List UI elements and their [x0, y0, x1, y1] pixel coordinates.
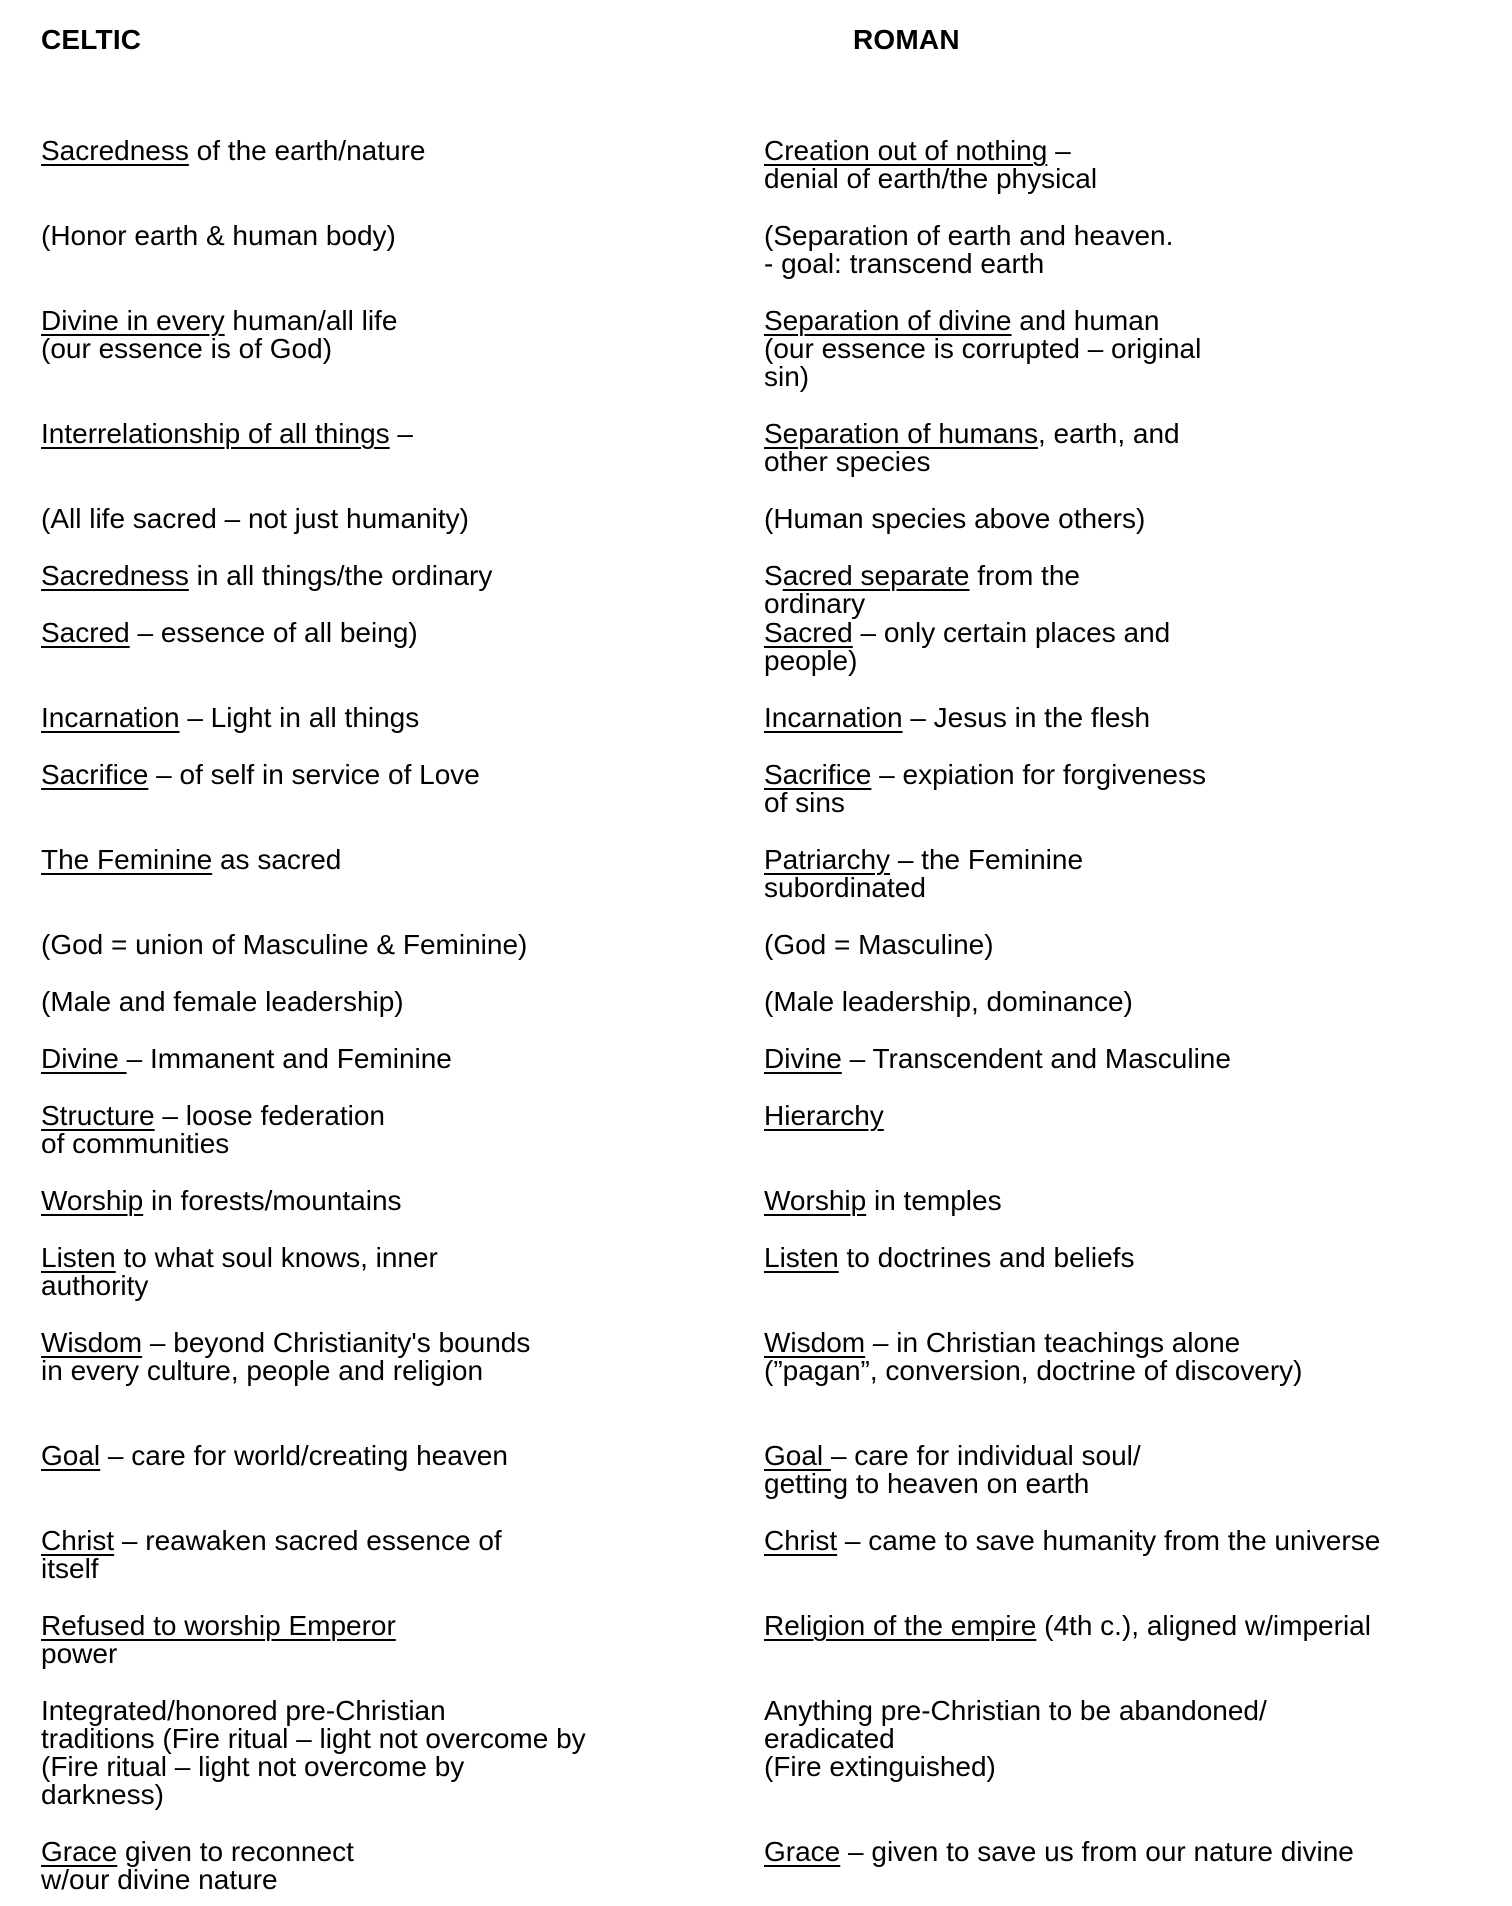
- entry-line: [41, 846, 761, 874]
- underlined-term: Wisdom: [41, 1327, 143, 1358]
- entry-text: - goal: transcend earth: [764, 248, 1045, 279]
- roman-entry: [764, 1102, 1484, 1130]
- underlined-term: Listen: [764, 1242, 839, 1273]
- celtic-entry: [41, 1697, 761, 1809]
- celtic-entry: [41, 1045, 761, 1073]
- roman-entry: [764, 562, 1484, 618]
- entry-line: [41, 335, 761, 363]
- underlined-term: Divine: [764, 1043, 842, 1074]
- entry-text: to what soul knows, inner: [115, 1242, 438, 1273]
- entry-text: –: [1047, 135, 1071, 166]
- entry-line: [764, 1725, 1484, 1753]
- entry-line: [764, 1102, 1484, 1130]
- entry-text: (our essence is of God): [41, 333, 333, 364]
- underlined-term: Divine in every: [41, 305, 225, 336]
- entry-line: [764, 420, 1484, 448]
- entry-text: in all things/the ordinary: [188, 560, 493, 591]
- entry-text: given to reconnect: [117, 1836, 354, 1867]
- celtic-entry: [41, 137, 761, 165]
- entry-text: – in Christian teachings alone: [865, 1327, 1241, 1358]
- entry-line: [764, 988, 1484, 1016]
- underlined-term: Worship: [41, 1185, 144, 1216]
- roman-entry: [764, 1612, 1484, 1640]
- entry-text: of sins: [764, 787, 845, 818]
- entry-text: human/all life: [224, 305, 398, 336]
- roman-entry: [764, 1045, 1484, 1073]
- entry-line: [41, 1725, 761, 1753]
- roman-entry: [764, 137, 1484, 193]
- entry-text: (”pagan”, conversion, doctrine of discovery): [764, 1355, 1303, 1386]
- entry-line: [764, 704, 1484, 732]
- roman-entry: [764, 704, 1484, 732]
- entry-line: [41, 505, 761, 533]
- underlined-term: Incarnation: [764, 702, 903, 733]
- roman-entry: [764, 307, 1484, 391]
- heading-celtic: CELTIC: [41, 24, 142, 55]
- roman-entry: [764, 1244, 1484, 1272]
- entry-text: – essence of all being): [129, 617, 418, 648]
- entry-line: [41, 931, 761, 959]
- entry-text: (Fire extinguished): [764, 1751, 996, 1782]
- underlined-term: Christ: [764, 1525, 838, 1556]
- entry-text: – Jesus in the flesh: [902, 702, 1151, 733]
- entry-line: [764, 619, 1484, 647]
- entry-text: (Fire ritual – light not overcome by: [41, 1751, 465, 1782]
- entry-text: – of self in service of Love: [148, 759, 480, 790]
- entry-line: [41, 222, 761, 250]
- entry-text: – reawaken sacred essence of: [114, 1525, 502, 1556]
- roman-entry: [764, 619, 1484, 675]
- entry-line: [764, 448, 1484, 476]
- entry-line: [764, 1244, 1484, 1272]
- entry-text: of communities: [41, 1128, 230, 1159]
- underlined-term: Sacred: [41, 617, 130, 648]
- underlined-term: Sacredness: [41, 135, 189, 166]
- celtic-entry: [41, 1612, 761, 1668]
- entry-text: in every culture, people and religion: [41, 1355, 484, 1386]
- entry-text: authority: [41, 1270, 149, 1301]
- roman-entry: [764, 420, 1484, 476]
- celtic-entry: [41, 1838, 761, 1894]
- celtic-entry: [41, 505, 761, 533]
- entry-line: [764, 1470, 1484, 1498]
- celtic-entry: [41, 704, 761, 732]
- entry-line: [764, 222, 1484, 250]
- entry-line: [764, 1697, 1484, 1725]
- entry-line: [41, 1555, 761, 1583]
- entry-line: [41, 1442, 761, 1470]
- entry-text: – came to save humanity from the universe: [837, 1525, 1381, 1556]
- entry-text: traditions (Fire ritual – light not overcome by: [41, 1723, 586, 1754]
- celtic-entry: [41, 307, 761, 363]
- entry-text: (Separation of earth and heaven.: [764, 220, 1174, 251]
- entry-text: itself: [41, 1553, 99, 1584]
- underlined-term: Worship: [764, 1185, 867, 1216]
- roman-entry: [764, 1442, 1484, 1498]
- entry-text: Integrated/honored pre-Christian: [41, 1695, 446, 1726]
- underlined-term: Refused to worship Emperor: [41, 1610, 396, 1641]
- underlined-term: Separation of humans: [764, 418, 1038, 449]
- underlined-term: The Feminine: [41, 844, 213, 875]
- entry-text: S: [764, 560, 783, 591]
- roman-entry: [764, 1187, 1484, 1215]
- roman-entry: [764, 931, 1484, 959]
- roman-entry: [764, 1838, 1484, 1866]
- entry-line: [764, 363, 1484, 391]
- underlined-term: Christ: [41, 1525, 115, 1556]
- entry-text: other species: [764, 446, 931, 477]
- entry-text: – given to save us from our nature divine: [840, 1836, 1354, 1867]
- entry-line: [41, 1045, 761, 1073]
- celtic-entry: [41, 222, 761, 250]
- entry-text: (Human species above others): [764, 503, 1146, 534]
- entry-text: , earth, and: [1037, 418, 1180, 449]
- entry-line: [764, 931, 1484, 959]
- roman-entry: [764, 1697, 1484, 1781]
- entry-text: – only certain places and: [852, 617, 1171, 648]
- celtic-entry: [41, 420, 761, 448]
- entry-line: [764, 165, 1484, 193]
- entry-line: [764, 1329, 1484, 1357]
- entry-line: [41, 1866, 761, 1894]
- entry-line: [764, 1838, 1484, 1866]
- entry-text: denial of earth/the physical: [764, 163, 1098, 194]
- entry-text: of the earth/nature: [188, 135, 426, 166]
- roman-entry: [764, 988, 1484, 1016]
- entry-text: (4th c.), aligned w/imperial: [1036, 1610, 1371, 1641]
- underlined-term: Goal: [41, 1440, 101, 1471]
- entry-line: [764, 335, 1484, 363]
- roman-entry: [764, 1329, 1484, 1385]
- underlined-term: Creation out of nothing: [764, 135, 1048, 166]
- entry-line: [764, 590, 1484, 618]
- entry-text: people): [764, 645, 858, 676]
- underlined-term: Structure: [41, 1100, 155, 1131]
- celtic-entry: [41, 931, 761, 959]
- entry-text: darkness): [41, 1779, 164, 1810]
- entry-line: [41, 1838, 761, 1866]
- entry-text: – care for individual soul/: [830, 1440, 1141, 1471]
- entry-line: [41, 1527, 761, 1555]
- entry-line: [41, 761, 761, 789]
- entry-text: – expiation for forgiveness: [871, 759, 1207, 790]
- entry-text: – Transcendent and Masculine: [841, 1043, 1231, 1074]
- entry-line: [764, 846, 1484, 874]
- underlined-term: Sacrifice: [41, 759, 149, 790]
- entry-line: [764, 137, 1484, 165]
- entry-line: [764, 874, 1484, 902]
- entry-text: – the Feminine: [890, 844, 1084, 875]
- entry-text: –: [389, 418, 414, 449]
- roman-entry: [764, 761, 1484, 817]
- entry-text: w/our divine nature: [41, 1864, 278, 1895]
- entry-line: [41, 1102, 761, 1130]
- entry-line: [764, 250, 1484, 278]
- entry-line: [764, 647, 1484, 675]
- celtic-entry: [41, 562, 761, 590]
- celtic-entry: [41, 1442, 761, 1470]
- underlined-term: Sacred: [764, 617, 853, 648]
- heading-roman: ROMAN: [853, 24, 960, 55]
- entry-text: subordinated: [764, 872, 926, 903]
- entry-text: – beyond Christianity's bounds: [142, 1327, 531, 1358]
- underlined-term: Goal: [764, 1440, 831, 1471]
- entry-line: [41, 562, 761, 590]
- celtic-entry: [41, 619, 761, 647]
- underlined-term: Sacredness: [41, 560, 189, 591]
- celtic-entry: [41, 761, 761, 789]
- entry-text: as sacred: [212, 844, 342, 875]
- underlined-term: Interrelationship of all things: [41, 418, 390, 449]
- roman-entry: [764, 846, 1484, 902]
- entry-line: [764, 1045, 1484, 1073]
- celtic-entry: [41, 846, 761, 874]
- entry-line: [41, 1640, 761, 1668]
- entry-line: [764, 1527, 1484, 1555]
- underlined-term: Grace: [764, 1836, 841, 1867]
- underlined-term: Hierarchy: [764, 1100, 884, 1131]
- celtic-entry: [41, 1329, 761, 1385]
- entry-line: [41, 1612, 761, 1640]
- entry-line: [41, 1357, 761, 1385]
- underlined-term: Incarnation: [41, 702, 180, 733]
- entry-text: (Male and female leadership): [41, 986, 404, 1017]
- entry-text: – loose federation: [154, 1100, 385, 1131]
- entry-text: (God = union of Masculine & Feminine): [41, 929, 528, 960]
- entry-text: (All life sacred – not just humanity): [41, 503, 469, 534]
- entry-line: [764, 1357, 1484, 1385]
- underlined-term: Patriarchy: [764, 844, 891, 875]
- entry-text: (Honor earth & human body): [41, 220, 396, 251]
- celtic-entry: [41, 1244, 761, 1300]
- entry-line: [764, 505, 1484, 533]
- entry-line: [764, 1753, 1484, 1781]
- entry-line: [764, 1442, 1484, 1470]
- celtic-entry: [41, 1187, 761, 1215]
- entry-line: [41, 619, 761, 647]
- underlined-term: Listen: [41, 1242, 116, 1273]
- underlined-term: Separation of divine: [764, 305, 1012, 336]
- entry-line: [41, 1187, 761, 1215]
- entry-text: sin): [764, 361, 810, 392]
- entry-line: [764, 562, 1484, 590]
- roman-entry: [764, 222, 1484, 278]
- entry-text: (God = Masculine): [764, 929, 994, 960]
- celtic-entry: [41, 1102, 761, 1158]
- entry-line: [41, 307, 761, 335]
- entry-text: Anything pre-Christian to be abandoned/: [764, 1695, 1267, 1726]
- entry-text: in temples: [866, 1185, 1002, 1216]
- entry-text: from the: [969, 560, 1080, 591]
- entry-line: [764, 307, 1484, 335]
- entry-text: power: [41, 1638, 118, 1669]
- entry-text: – Immanent and Feminine: [126, 1043, 452, 1074]
- celtic-entry: [41, 1527, 761, 1583]
- entry-line: [41, 1272, 761, 1300]
- entry-text: eradicated: [764, 1723, 895, 1754]
- entry-text: to doctrines and beliefs: [838, 1242, 1135, 1273]
- entry-line: [41, 1244, 761, 1272]
- entry-text: and human: [1011, 305, 1160, 336]
- entry-line: [764, 789, 1484, 817]
- entry-text: ordinary: [764, 588, 866, 619]
- entry-text: getting to heaven on earth: [764, 1468, 1090, 1499]
- entry-line: [41, 1697, 761, 1725]
- entry-line: [764, 1612, 1484, 1640]
- roman-entry: [764, 505, 1484, 533]
- entry-line: [41, 988, 761, 1016]
- entry-line: [41, 1130, 761, 1158]
- entry-text: – care for world/creating heaven: [100, 1440, 508, 1471]
- entry-text: – Light in all things: [179, 702, 420, 733]
- underlined-term: Divine: [41, 1043, 127, 1074]
- entry-line: [41, 1753, 761, 1781]
- entry-line: [41, 1329, 761, 1357]
- roman-entry: [764, 1527, 1484, 1555]
- underlined-term: Religion of the empire: [764, 1610, 1037, 1641]
- entry-line: [764, 761, 1484, 789]
- entry-text: in forests/mountains: [143, 1185, 402, 1216]
- entry-line: [41, 704, 761, 732]
- entry-line: [41, 1781, 761, 1809]
- celtic-entry: [41, 988, 761, 1016]
- underlined-term: Grace: [41, 1836, 118, 1867]
- underlined-term: Wisdom: [764, 1327, 866, 1358]
- underlined-term: acred separate: [782, 560, 970, 591]
- underlined-term: Sacrifice: [764, 759, 872, 790]
- entry-line: [764, 1187, 1484, 1215]
- entry-line: [41, 420, 761, 448]
- entry-text: (our essence is corrupted – original: [764, 333, 1202, 364]
- entry-text: (Male leadership, dominance): [764, 986, 1133, 1017]
- entry-line: [41, 137, 761, 165]
